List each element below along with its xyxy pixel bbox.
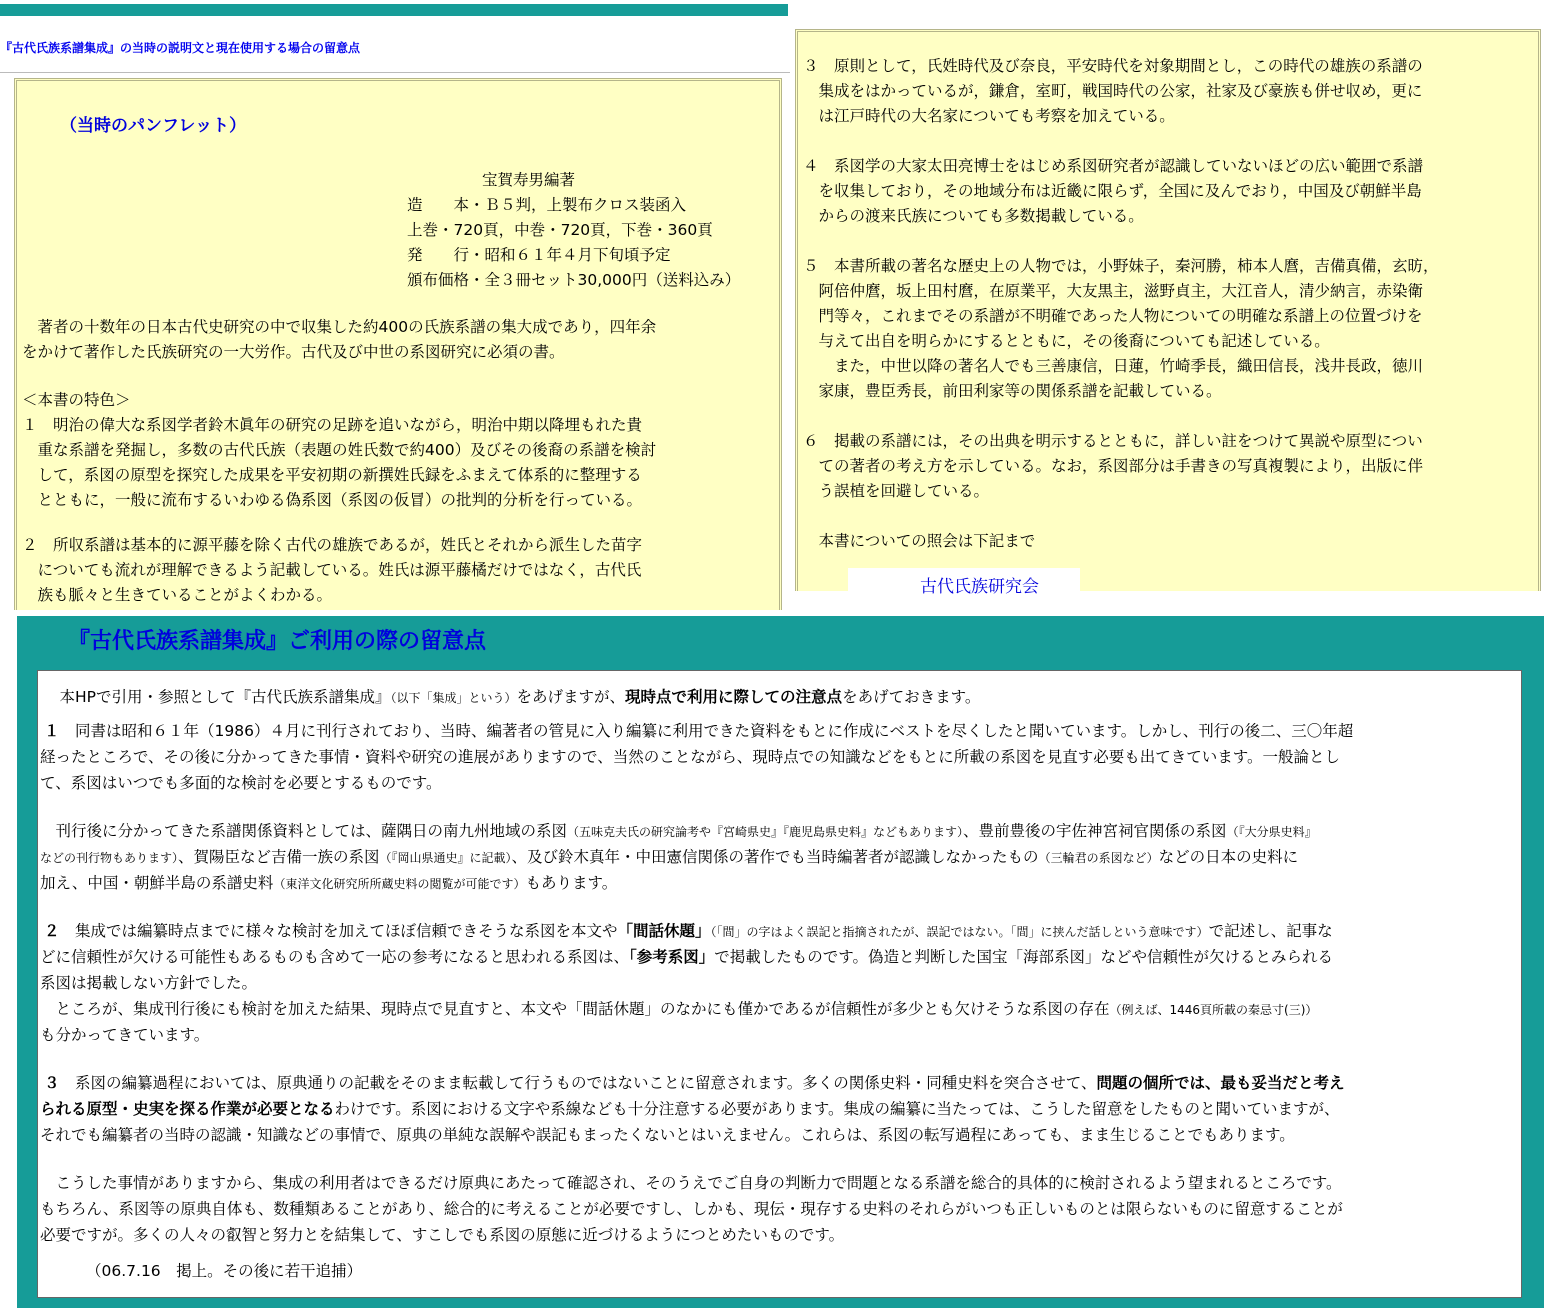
intro-text: 本HPで引用・参照として『古代氏族系譜集成』: [44, 688, 391, 706]
feature6-line: う誤植を回避している。: [803, 482, 990, 500]
feature1-line: １ 明治の偉大な系図学者鈴木眞年の研究の足跡を追いながら，明治中期以降埋もれた貴: [22, 416, 643, 434]
intro-small: （以下「集成」という）: [390, 691, 517, 705]
feature1-line: とともに，一般に流布するいわゆる偽系図（系図の仮冒）の批判的分析を行っている。: [22, 491, 643, 509]
note-text: 、賀陽臣など吉備一族の系図: [178, 848, 380, 866]
intro-bold: 現時点で利用に際しての注意点: [625, 688, 843, 706]
note4-line: もちろん、系図等の原典自体も、数種類あることがあり、総合的に考えることが必要ですし、しかも、現伝・現存する史料のそれらがいつも正しいものとは限らないものに留意することが: [40, 1200, 1343, 1218]
feature4-line: を収集しており，その地域分布は近畿に限らず，全国に及んでおり，中国及び朝鮮半島: [803, 182, 1422, 200]
note-text: 系図の編纂過程においては、原典通りの記載をそのまま転載して行うものではないことに留意されます。多くの関係史料・同種史料を突合させて、: [59, 1074, 1097, 1092]
note1-line: 経ったところで、その後に分かってきた事情・資料や研究の進展がありますので、当然のことながら、現時点での知識などをもとに所載の系図を見直す必要も出てきています。一般論とし: [40, 748, 1340, 766]
feature3-line: 集成をはかっているが，鎌倉，室町，戦国時代の公家，社家及び豪族も併せ収め，更に: [803, 82, 1423, 100]
page-title: 『古代氏族系譜集成』の当時の説明文と現在使用する場合の留意点: [0, 41, 361, 55]
feature6-line: ６ 掲載の系譜には，その出典を明示するとともに，詳しい註をつけて異説や原型につい: [803, 432, 1423, 450]
note-bold: 「参考系図」: [629, 948, 715, 966]
note-text: ところが、集成刊行後にも検討を加えた結果、現時点で見直すと、本文や「間話休題」のなかにも僅かであるが信頼性が多少とも欠けそうな系図の存在: [40, 1000, 1110, 1018]
feature5-line: 与えて出自を明らかにするとともに，その後裔についても記述している。: [803, 332, 1330, 350]
note-small: （例えば、1446頁所載の秦忌寸(三)）: [1109, 1003, 1318, 1017]
note-small: （東洋文化研究所所蔵史料の閲覧が可能です）: [273, 877, 526, 891]
note-small: あります）: [909, 825, 964, 839]
title-divider: [0, 72, 790, 73]
intro-text: をあげますが、: [516, 688, 626, 706]
note-text: もあります。: [525, 874, 618, 892]
note-text: 、豊前豊後の宇佐神宮祠官関係の系図: [963, 822, 1227, 840]
pamphlet-editor: 宝賀寿男編著: [482, 171, 576, 189]
note-bold: 問題の個所では、最も妥当だと考え: [1096, 1074, 1345, 1092]
contact-link[interactable]: 古代氏族研究会: [920, 577, 1039, 597]
note3-line: [44, 1070, 1345, 1096]
note-number: ３: [44, 1074, 60, 1092]
pamphlet-spec: 造 本・Ｂ５判，上製布クロス装函入: [407, 196, 687, 214]
pamphlet-heading: （当時のパンフレット）: [60, 116, 247, 136]
note2-line: [44, 918, 1333, 945]
feature2-line: についても流れが理解できるよう記載している。姓氏は源平藤橘だけではなく，古代氏: [22, 561, 642, 579]
note1b-line: [40, 844, 1298, 871]
note1b-line: [40, 818, 1317, 845]
top-color-bar: [0, 4, 788, 16]
note2-line: 系図は掲載しない方針でした。: [40, 974, 258, 992]
note4-line: こうした事情がありますから、集成の利用者はできるだけ原典にあたって確認され、そのうえでご自身の判断力で問題となる系譜を総合的具体的に検討されるよう望まれるところです。: [40, 1174, 1342, 1192]
feature3-line: は江戸時代の大名家についても考察を加えている。: [803, 107, 1175, 125]
notes-heading: 『古代氏族系譜集成』ご利用の際の留意点: [68, 629, 487, 654]
pamphlet-intro-line: 著者の十数年の日本古代史研究の中で収集した約400の氏族系譜の集大成であり，四年余: [22, 318, 657, 336]
pamphlet-spec: 頒布価格・全３冊セット30,000円（送料込み）: [407, 271, 741, 289]
note-number: １: [44, 722, 60, 740]
feature5-line: 阿倍仲麿，坂上田村麿，在原業平，大友黒主，滋野貞主，大江音人，清少納言，赤染衛: [803, 282, 1424, 300]
note2-line: [40, 944, 1333, 970]
note-text: で掲載したものです。偽造と判断した国宝「海部系図」などや信頼性が欠けるとみられる: [714, 948, 1334, 966]
note3-line: [40, 1096, 1340, 1122]
note-small: （三輪君の系図など）: [1038, 851, 1159, 865]
feature6-line: ての著者の考え方を示している。なお，系図部分は手書きの写真複製により，出版に伴: [803, 457, 1424, 475]
note-bold: 「間話休題」: [617, 922, 711, 940]
feature1-line: 重な系譜を発掘し，多数の古代氏族（表題の姓氏数で約400）及びその後裔の系譜を検討: [22, 441, 657, 459]
note2-line: も分かってきています。: [40, 1026, 210, 1044]
feature1-line: して，系図の原型を探究した成果を平安初期の新撰姓氏録をふまえて体系的に整理する: [22, 466, 642, 484]
note-bold: られる原型・史実を探る作業が必要となる: [40, 1100, 335, 1118]
pamphlet-intro-line: をかけて著作した氏族研究の一大労作。古代及び中世の系図研究に必須の書。: [22, 343, 565, 361]
note-number: ２: [44, 922, 60, 940]
note-text: などの日本の史料に: [1158, 848, 1299, 866]
feature2-line: ２ 所収系譜は基本的に源平藤を除く古代の雄族であるが，姓氏とそれから派生した苗字: [22, 536, 643, 554]
feature4-line: ４ 系図学の大家太田亮博士をはじめ系図研究者が認識していないほどの広い範囲で系譜: [803, 157, 1424, 175]
note-small: （五味克夫氏の研究論考や『宮崎県史』『鹿児島県史料』なども: [567, 825, 910, 839]
feature4-line: からの渡来氏族についても多数掲載している。: [803, 207, 1144, 225]
note-small: などの刊行物もあります）: [40, 851, 179, 865]
note1-line: て、系図はいつでも多面的な検討を必要とするものです。: [40, 774, 442, 792]
feature2-line: 族も脈々と生きていることがよくわかる。: [22, 586, 333, 604]
note3-line: それでも編纂者の当時の認識・知識などの事情で、原典の単純な誤解や誤記もまったくないとはいえません。これらは、系図の転写過程にあっても、まま生じることでもあります。: [40, 1126, 1295, 1144]
feature5-line: 門等々，これまでその系譜が不明確であった人物についての明確な系譜上の位置づけを: [803, 307, 1423, 325]
intro-text: をあげておきます。: [842, 688, 981, 706]
pamphlet-spec: 発 行・昭和６１年４月下旬頃予定: [407, 246, 671, 264]
note-small: （『岡山県通史』に記載）: [379, 851, 512, 865]
note-text: 、及び鈴木真年・中田憲信関係の著作でも当時編著者が認識しなかったもの: [511, 848, 1039, 866]
note-small: （『大分県史料』: [1226, 825, 1317, 839]
note-text: で記述し、記事な: [1208, 922, 1333, 940]
feature5-line: また，中世以降の著名人でも三善康信，日蓮，竹崎季長，織田信長，浅井長政，徳川: [803, 357, 1424, 375]
note4-line: 必要ですが。多くの人々の叡智と努力とを結集して、すこしでも系図の原態に近づけるようにつとめたいものです。: [40, 1226, 845, 1244]
note-text: 集成では編纂時点までに様々な検討を加えてほぼ信頼できそうな系図を本文や: [59, 922, 618, 940]
note-small: （「間」の字はよく誤記と指摘されたが、誤記ではない。「間」に挟んだ話しという意味です）: [710, 925, 1209, 939]
feature3-line: ３ 原則として，氏姓時代及び奈良，平安時代を対象期間とし，この時代の雄族の系譜の: [803, 57, 1423, 75]
note-text: 刊行後に分かってきた系譜関係資料としては、薩隅日の南九州地域の系図: [40, 822, 568, 840]
contact-text: 本書についての照会は下記まで: [803, 532, 1036, 550]
note2-line: [40, 996, 1317, 1023]
note1b-line: [40, 870, 617, 897]
note1-line: [44, 718, 1353, 744]
pamphlet-spec: 上巻・720頁，中巻・720頁，下巻・360頁: [407, 221, 713, 239]
note-text: わけです。系図における文字や系線なども十分注意する必要があります。集成の編纂に当たっては、こうした留意をしたものと聞いていますが、: [334, 1100, 1340, 1118]
note-text: 同書は昭和６１年（1986）４月に刊行されており、当時、編著者の管見に入り編纂に利用できた資料をもとに作成にベストを尽くしたと聞いています。しかし、刊行の後二、三〇年超: [59, 722, 1354, 740]
feature5-line: 家康，豊臣秀長，前田利家等の関係系譜を記載している。: [803, 382, 1222, 400]
notes-intro: [44, 684, 980, 711]
notes-footer: （06.7.16 掲上。その後に若干追捕）: [86, 1262, 363, 1280]
features-heading: ＜本書の特色＞: [22, 391, 131, 409]
note-text: どに信頼性が欠ける可能性もあるものも含めて一応の参考になると思われる系図は、: [40, 948, 630, 966]
note-text: 加え、中国・朝鮮半島の系譜史料: [40, 874, 274, 892]
feature5-line: ５ 本書所載の著名な歴史上の人物では，小野妹子，秦河勝，柿本人麿，吉備真備，玄昉，: [803, 257, 1439, 275]
